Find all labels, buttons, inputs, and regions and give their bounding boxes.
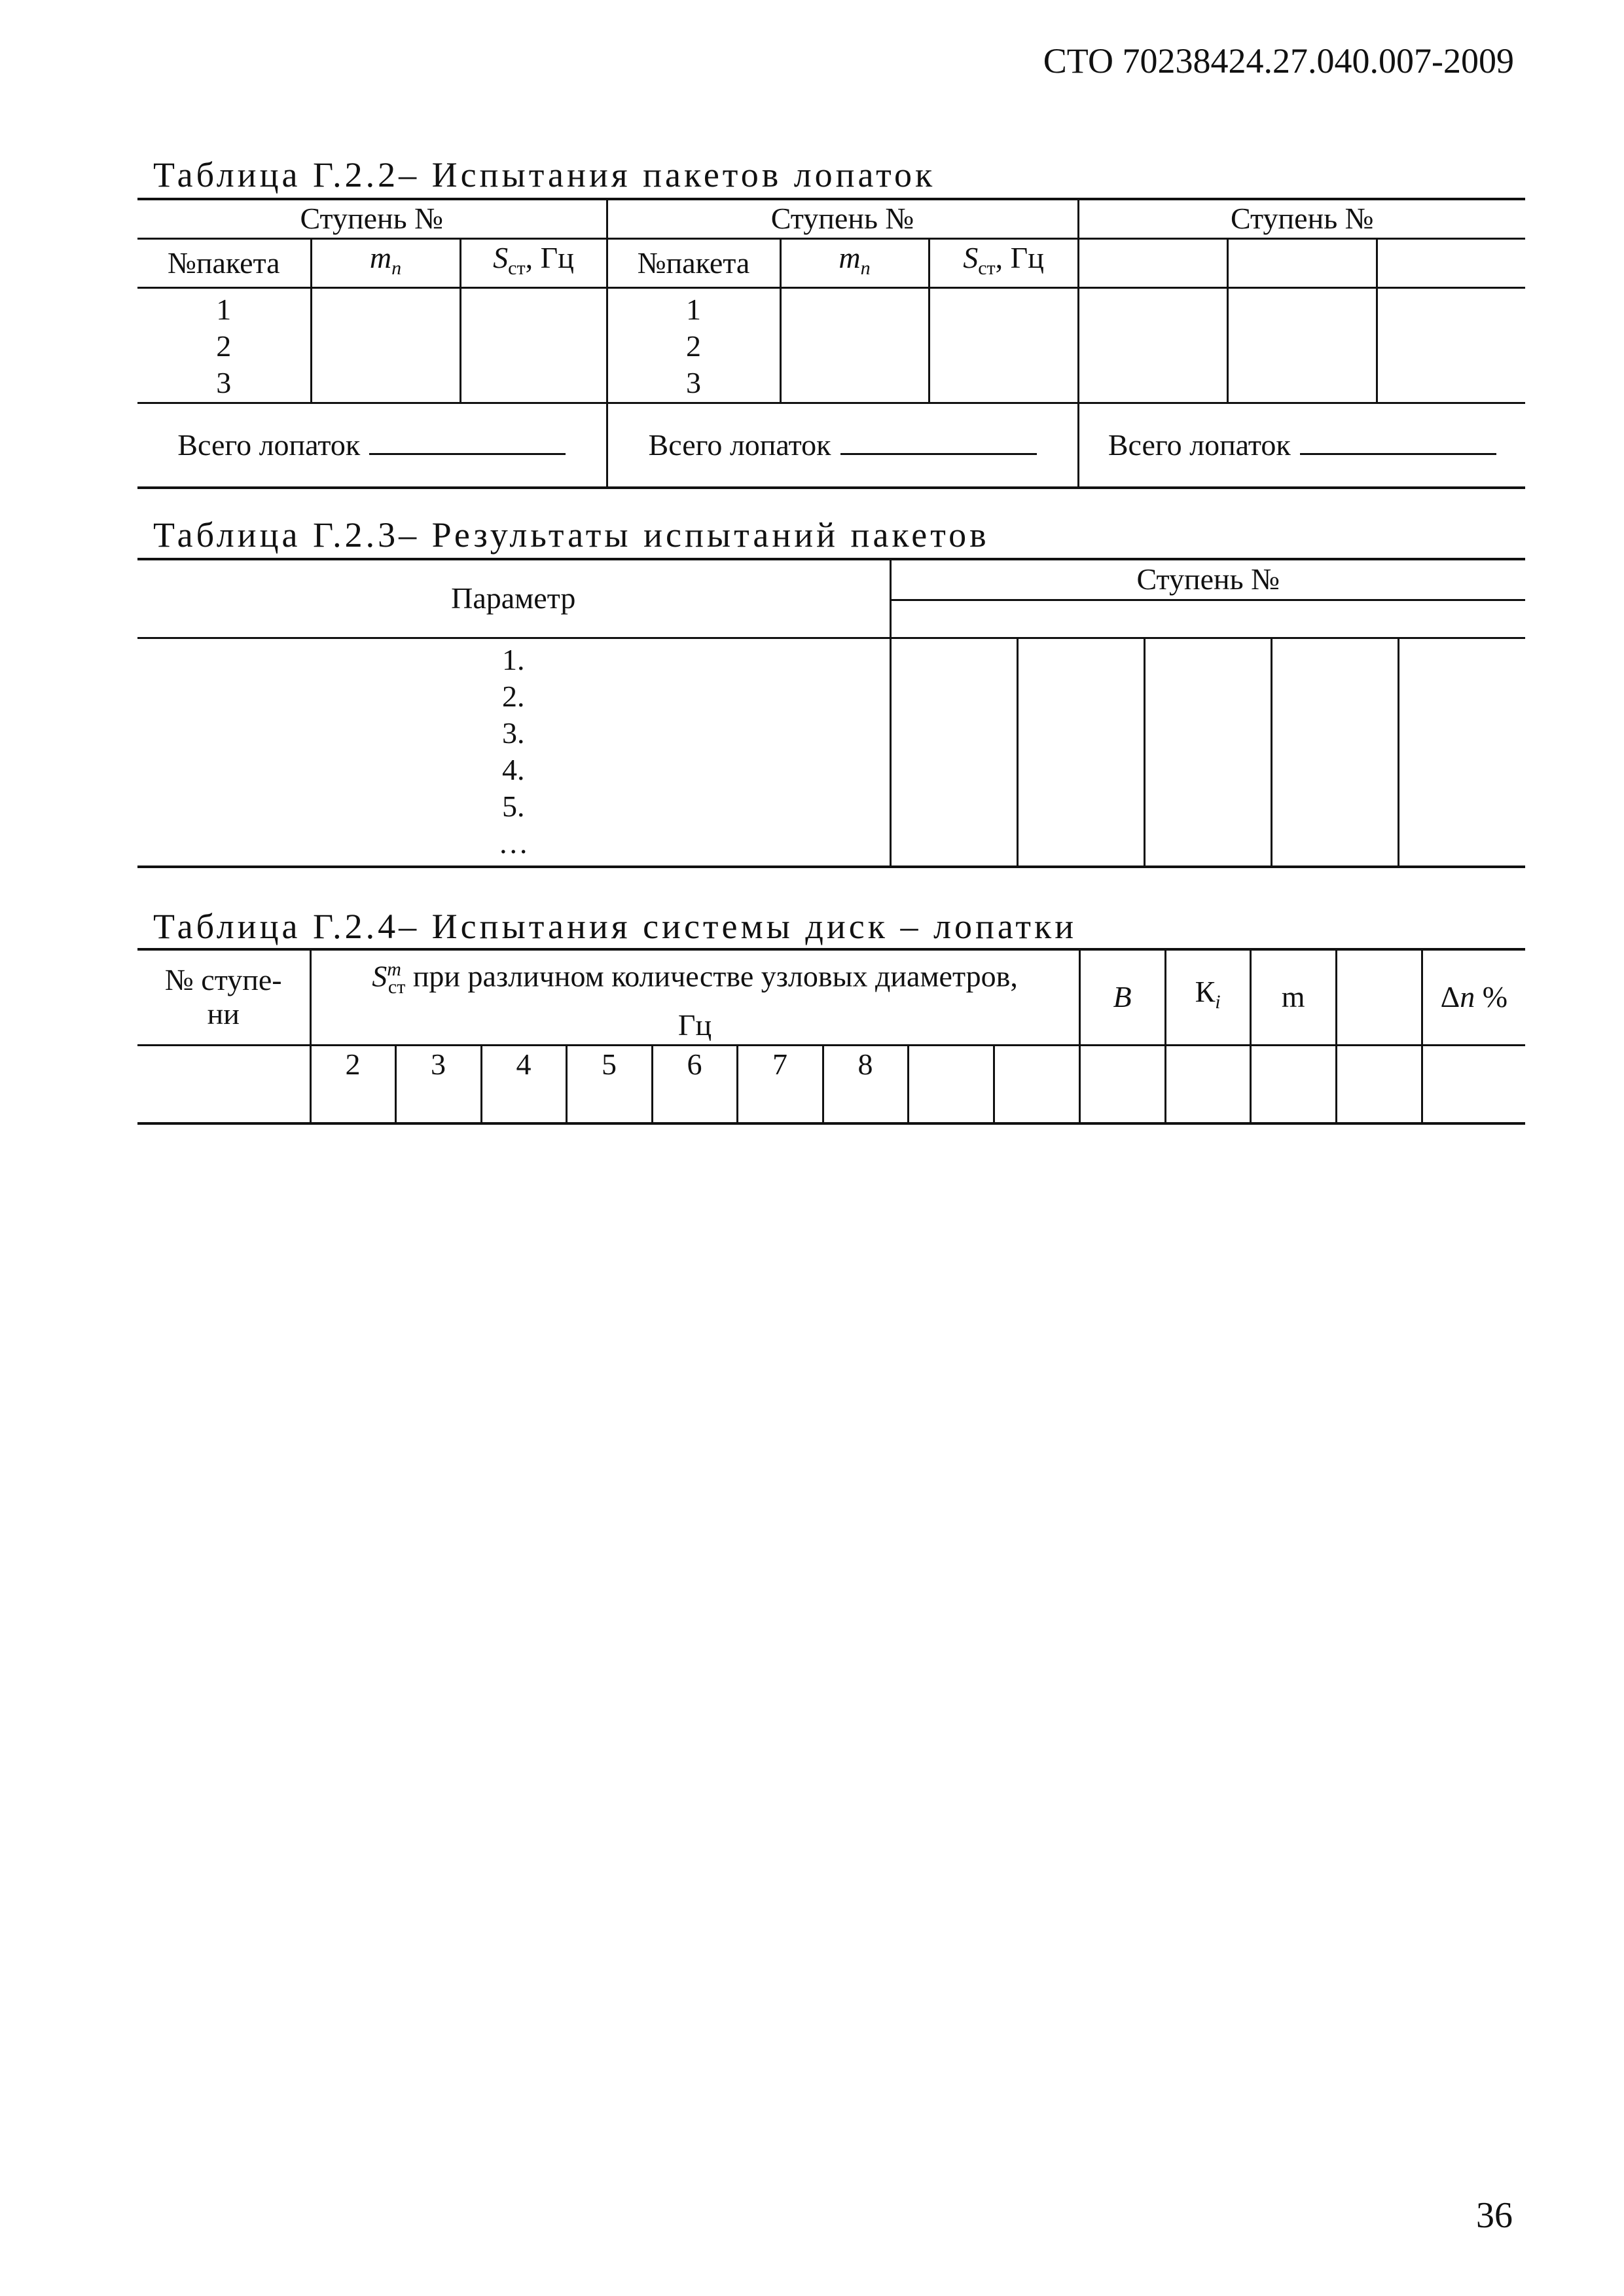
parameter-item: 1. xyxy=(502,642,525,676)
k-header: $К_i$ xyxy=(1165,949,1250,1045)
data-cell xyxy=(1078,287,1227,403)
diameter-3: 3 xyxy=(395,1045,481,1123)
packet-number: 2 xyxy=(686,329,702,363)
stage-value-cell xyxy=(890,638,1017,867)
frequency-header-line: $S^m_{ст}$ при различном количестве узловых диаметров, xyxy=(372,958,1018,998)
s-header-1: $S_{ст}$, Гц xyxy=(460,238,607,287)
packet-number-header-1: №пакета xyxy=(137,238,311,287)
table-g23 xyxy=(137,558,1525,868)
stage-header-1: Ступень № xyxy=(137,199,607,238)
table-g24-caption: Таблица Г.2.4– Испытания системы диск – лопатки xyxy=(153,907,1077,946)
total-blades-2: Всего лопаток xyxy=(607,403,1078,488)
diameter-empty xyxy=(908,1045,994,1123)
page-number: 36 xyxy=(1476,2195,1513,2236)
delta-n-cell xyxy=(1422,1045,1525,1123)
blank-line xyxy=(840,427,1037,455)
delta-n-header: Δn % xyxy=(1422,949,1525,1045)
stage-number-cell xyxy=(137,1045,310,1123)
m-header: m xyxy=(1250,949,1336,1045)
m-cell xyxy=(1250,1045,1336,1123)
diameter-4: 4 xyxy=(481,1045,566,1123)
empty-cell xyxy=(1336,1045,1422,1123)
empty-header-cell xyxy=(1227,238,1377,287)
packet-number: 2 xyxy=(216,329,232,363)
table-g24 xyxy=(137,948,1525,1125)
packet-numbers-1 xyxy=(137,287,311,403)
stage-header-3: Ступень № xyxy=(1078,199,1525,238)
stage-value-cell xyxy=(1144,638,1271,867)
total-blades-3: Всего лопаток xyxy=(1078,403,1525,488)
diameter-empty xyxy=(994,1045,1079,1123)
data-cell xyxy=(311,287,460,403)
diameter-8: 8 xyxy=(823,1045,908,1123)
data-cell xyxy=(460,287,607,403)
stage-header: Ступень № xyxy=(890,559,1525,600)
stage-value-cell xyxy=(1017,638,1144,867)
data-cell xyxy=(1227,287,1377,403)
packet-number: 3 xyxy=(216,365,232,399)
packet-number-header-2: №пакета xyxy=(607,238,780,287)
blank-line xyxy=(369,427,566,455)
m-header-1: $m_n$ xyxy=(311,238,460,287)
s-header-2: $S_{ст}$, Гц xyxy=(929,238,1078,287)
empty-header-cell xyxy=(1078,238,1227,287)
document-code: СТО 70238424.27.040.007-2009 xyxy=(1043,41,1514,81)
blank-line xyxy=(1300,427,1496,455)
packet-number: 1 xyxy=(216,292,232,326)
table-g22 xyxy=(137,198,1525,489)
data-cell xyxy=(1377,287,1525,403)
data-cell xyxy=(929,287,1078,403)
parameter-item: 3. xyxy=(502,716,525,750)
stage-number-header xyxy=(137,949,310,1045)
b-header: B xyxy=(1079,949,1165,1045)
parameter-item: … xyxy=(498,826,529,860)
table-g23-caption: Таблица Г.2.3– Результаты испытаний пакетов xyxy=(153,515,990,555)
stage-header-2: Ступень № xyxy=(607,199,1078,238)
frequency-header xyxy=(310,949,1079,1045)
diameter-6: 6 xyxy=(652,1045,737,1123)
parameter-header: Параметр xyxy=(137,559,890,638)
diameter-5: 5 xyxy=(566,1045,652,1123)
packet-number: 1 xyxy=(686,292,702,326)
k-cell xyxy=(1165,1045,1250,1123)
stage-number-header-line: № ступе- xyxy=(164,963,282,997)
b-cell xyxy=(1079,1045,1165,1123)
packet-number: 3 xyxy=(686,365,702,399)
parameter-item: 5. xyxy=(502,789,525,823)
stage-value-cell xyxy=(1398,638,1525,867)
parameter-list xyxy=(137,638,890,867)
m-header-2: $m_n$ xyxy=(780,238,929,287)
empty-header-cell xyxy=(1377,238,1525,287)
packet-numbers-2 xyxy=(607,287,780,403)
frequency-unit: Гц xyxy=(677,1008,712,1042)
parameter-item: 4. xyxy=(502,752,525,786)
stage-value-cell xyxy=(1271,638,1398,867)
parameter-item: 2. xyxy=(502,679,525,713)
diameter-2: 2 xyxy=(310,1045,395,1123)
total-blades-1: Всего лопаток xyxy=(137,403,607,488)
empty-header-cell xyxy=(1336,949,1422,1045)
diameter-7: 7 xyxy=(737,1045,823,1123)
stage-subheader xyxy=(890,600,1525,638)
stage-number-header-line: ни xyxy=(207,997,240,1031)
table-g22-caption: Таблица Г.2.2– Испытания пакетов лопаток xyxy=(153,155,936,194)
data-cell xyxy=(780,287,929,403)
